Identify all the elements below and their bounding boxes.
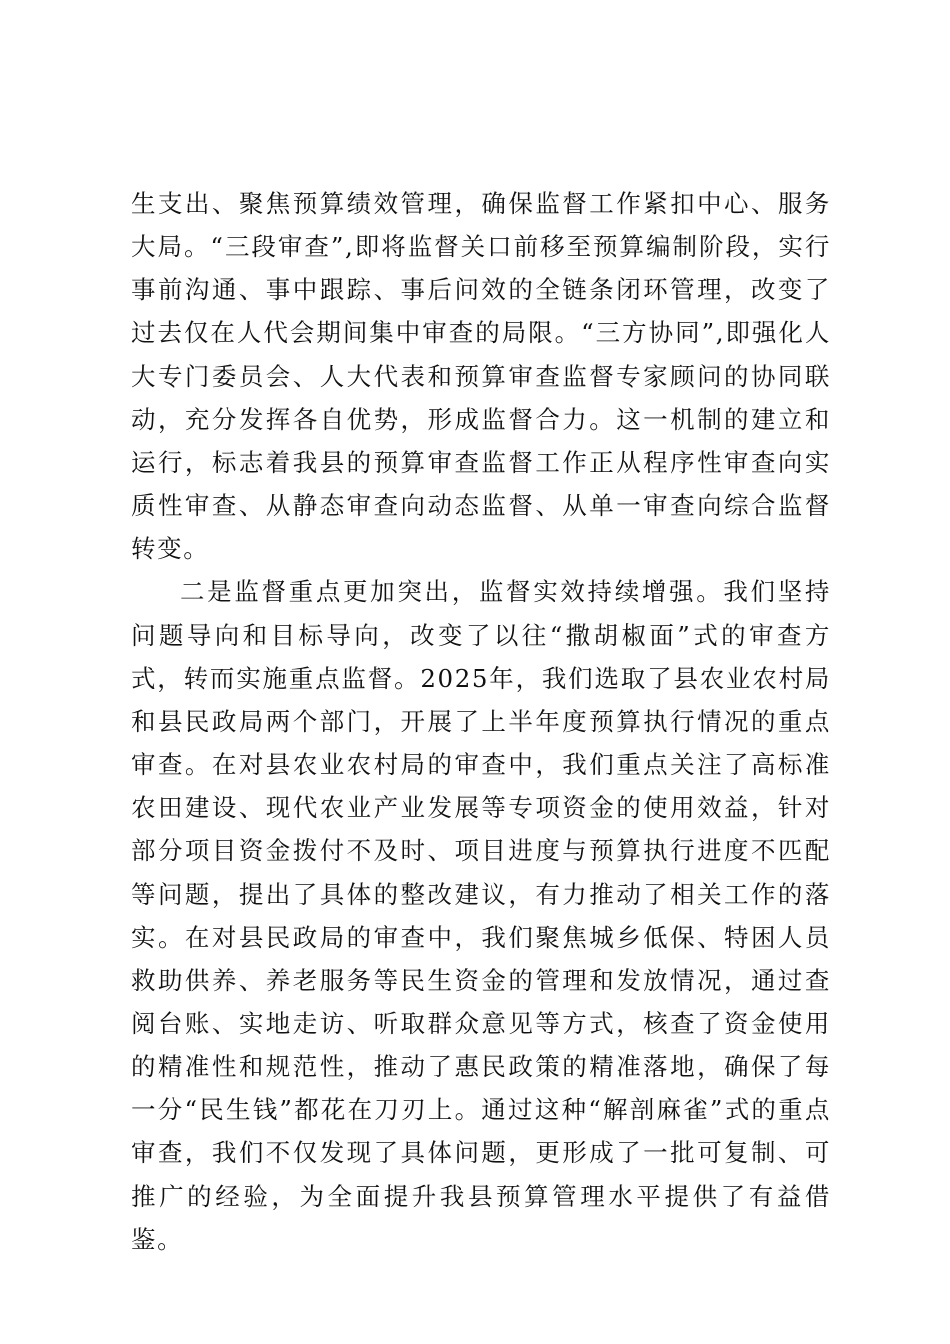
document-body [131,182,831,1261]
paragraph-supervision-focus: 二是监督重点更加突出，监督实效持续增强。我们坚持问题导向和目标导向，改变了以往“撒胡椒面”式的审查方式，转而实施重点监督。2025年，我们选取了县农业农村局和县民政局两个部门，开展了上半年度预算执行情况的重点审查。在对县农业农村局的审查中，我们重点关注了高标准农田建设、现代农业产业发展等专项资金的使用效益，针对部分项目资金拨付不及时、项目进度与预算执行进度不匹配等问题，提出了具体的整改建议，有力推动了相关工作的落实。在对县民政局的审查中，我们聚焦城乡低保、特困人员救助供养、养老服务等民生资金的管理和发放情况，通过查阅台账、实地走访、听取群众意见等方式，核查了资金使用的精准性和规范性，推动了惠民政策的精准落地，确保了每一分“民生钱”都花在刀刃上。通过这种“解剖麻雀”式的重点审查，我们不仅发现了具体问题，更形成了一批可复制、可推广的经验，为全面提升我县预算管理水平提供了有益借鉴。 [131,577,831,1254]
paragraph-continuation: 生支出、聚焦预算绩效管理，确保监督工作紧扣中心、服务大局。“三段审查”,即将监督关口前移至预算编制阶段，实行事前沟通、事中跟踪、事后问效的全链条闭环管理，改变了过去仅在人代会期间集中审查的局限。“三方协同”,即强化人大专门委员会、人大代表和预算审查监督专家顾问的协同联动，充分发挥各自优势，形成监督合力。这一机制的建立和运行，标志着我县的预算审查监督工作正从程序性审查向实质性审查、从静态审查向动态监督、从单一审查向综合监督转变。 [131,189,831,564]
